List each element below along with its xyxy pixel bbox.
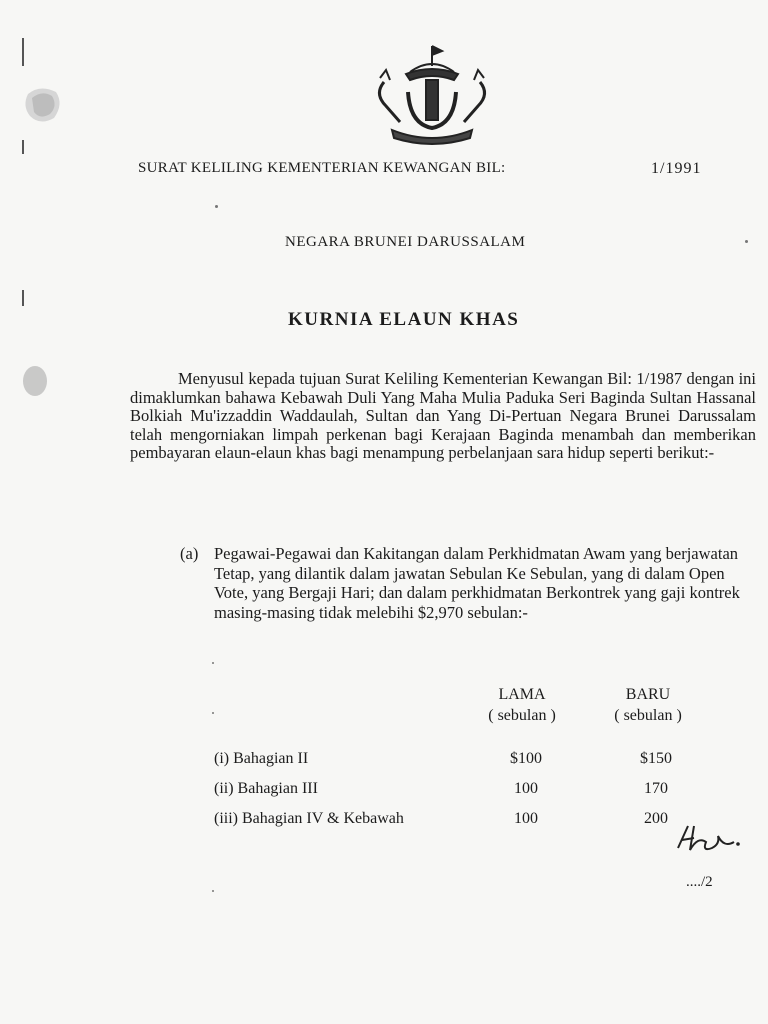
margin-mark (22, 140, 24, 154)
row-new-value: $150 (640, 750, 672, 767)
initials-signature (672, 818, 752, 858)
brunei-crest-icon (370, 42, 495, 147)
row-old-value: 100 (514, 780, 538, 797)
circular-heading (138, 160, 718, 177)
column-old-subtitle: ( sebulan ) (488, 707, 556, 724)
country-name: NEGARA BRUNEI DARUSSALAM (285, 234, 526, 250)
document-title: KURNIA ELAUN KHAS (288, 309, 520, 330)
row-old-value: $100 (510, 750, 542, 767)
column-header-old (472, 684, 572, 726)
item-a-marker: (a) (180, 544, 199, 563)
scan-speck (212, 890, 214, 892)
circular-number: 1/1991 (651, 160, 702, 177)
circular-label: SURAT KELILING KEMENTERIAN KEWANGAN BIL: (138, 160, 506, 176)
punch-hole-middle (20, 364, 50, 398)
punch-hole-top (22, 84, 66, 128)
column-old-title: LAMA (498, 686, 546, 703)
row-old-value: 100 (514, 810, 538, 827)
margin-mark (22, 38, 24, 66)
column-header-new (598, 684, 698, 726)
margin-mark (22, 290, 24, 306)
scan-speck (212, 662, 214, 664)
page-continuation: ..../2 (686, 874, 713, 890)
column-new-subtitle: ( sebulan ) (614, 707, 682, 724)
scan-speck (212, 712, 214, 714)
row-new-value: 170 (644, 780, 668, 797)
row-label: (iii) Bahagian IV & Kebawah (214, 810, 404, 827)
scan-speck (215, 205, 218, 208)
row-label: (i) Bahagian II (214, 750, 309, 767)
item-a-text: Pegawai-Pegawai dan Kakitangan dalam Perkhidmatan Awam yang berjawatan Tetap, yang dilantik dalam jawatan Sebulan Ke Sebulan, yang di dalam Open Vote, yang Bergaji Hari; dan dalam perkhidmatan Berkontrek yang gaji kontrek masing-masing tidak melebihi $2,970 sebulan:- (214, 544, 740, 622)
scan-speck (745, 240, 748, 243)
row-label: (ii) Bahagian III (214, 780, 318, 797)
row-new-value: 200 (644, 810, 668, 827)
intro-paragraph: Menyusul kepada tujuan Surat Keliling Kementerian Kewangan Bil: 1/1987 dengan ini dimaklumkan bahawa Kebawah Duli Yang Maha Mulia Paduka Seri Baginda Sultan Hassanal Bolkiah Mu'izzaddin Waddaulah, Sultan dan Yang Di-Pertuan Negara Brunei Darussalam telah mengorniakan limpah perkenan bagi Kerajaan Baginda menambah dan memberikan pembayaran elaun-elaun khas bagi menampung perbelanjaan sara hidup seperti berikut:- (130, 369, 756, 462)
column-new-title: BARU (625, 686, 671, 703)
